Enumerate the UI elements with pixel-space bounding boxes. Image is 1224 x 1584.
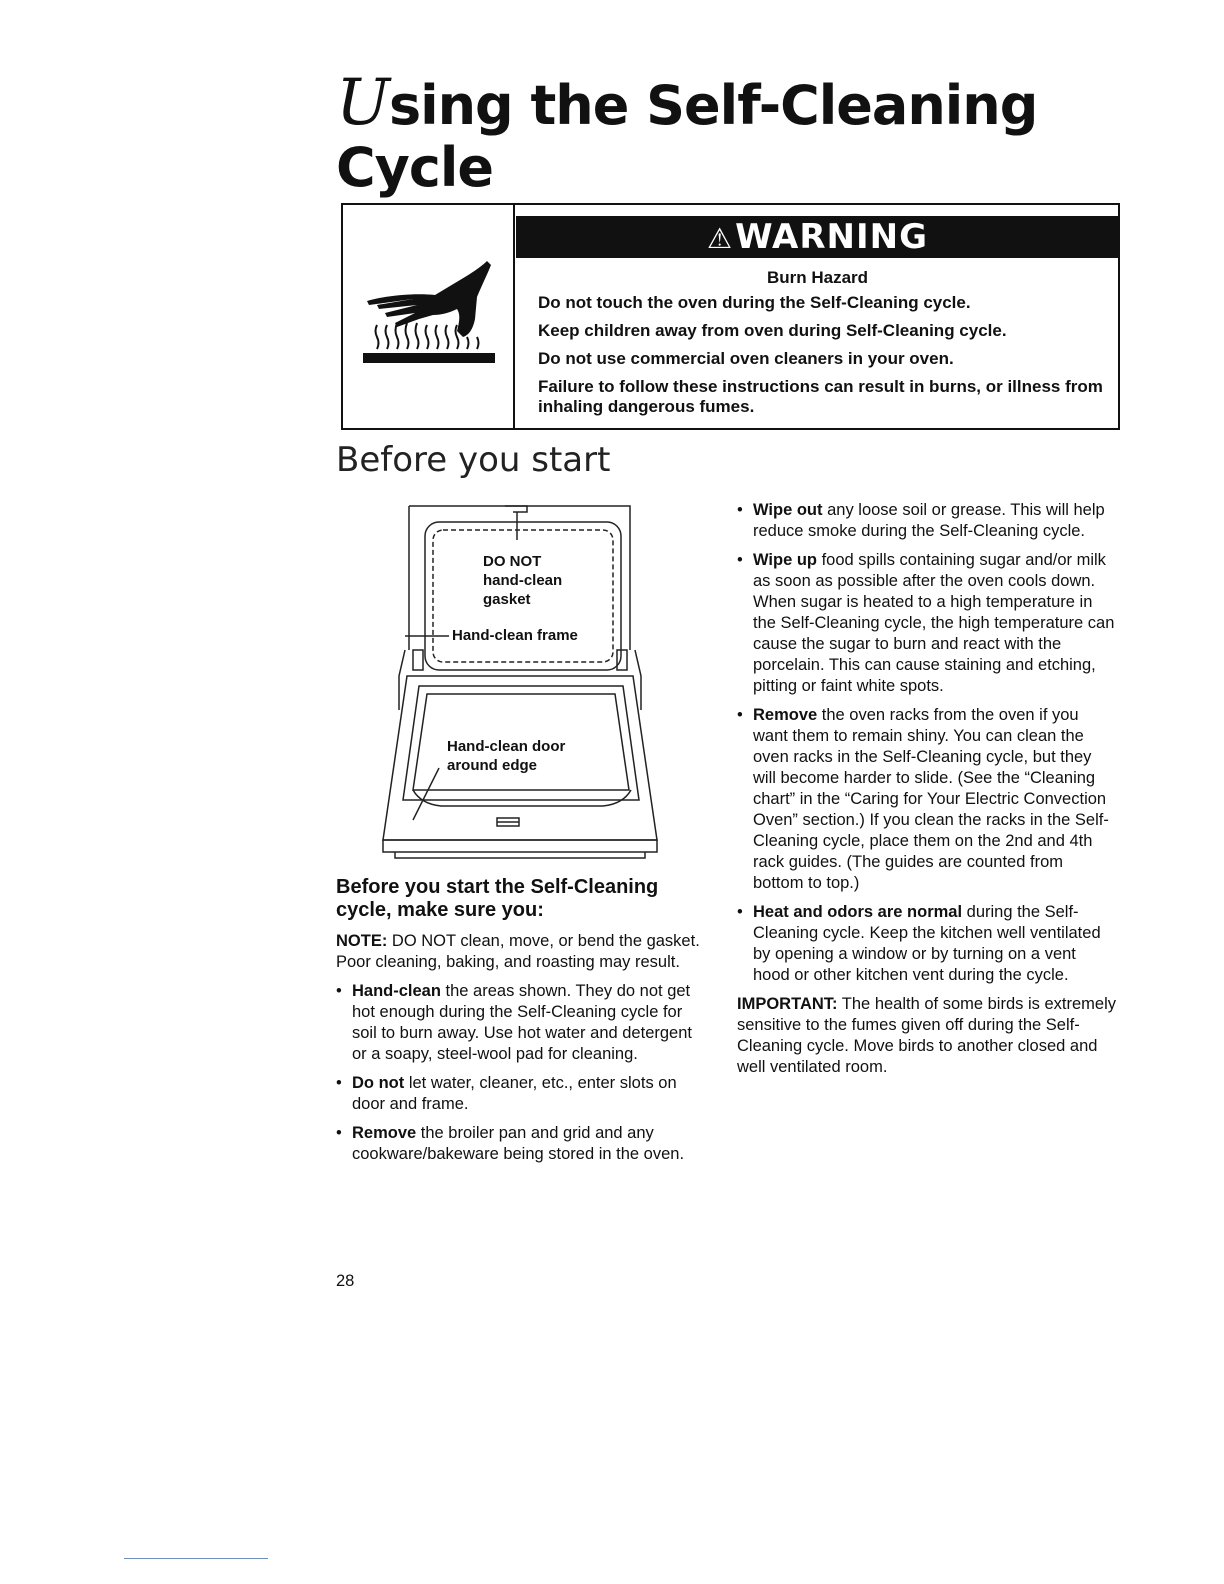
right-column — [737, 500, 1117, 1086]
list-item-lead: Wipe up — [753, 551, 818, 569]
list-item — [737, 550, 1117, 697]
warning-line: Do not use commercial oven cleaners in your oven. — [538, 349, 954, 368]
section-heading: Before you start — [336, 440, 611, 480]
page-title — [336, 66, 1038, 199]
list-item-lead: Heat and odors are normal — [753, 903, 963, 921]
hazard-title: Burn Hazard — [766, 268, 869, 287]
list-item — [336, 1123, 711, 1165]
bullet-icon: • — [336, 1074, 342, 1092]
important-paragraph — [737, 994, 1117, 1078]
list-item-text: let water, cleaner, etc., enter slots on door and frame. — [352, 1074, 677, 1113]
warning-banner-text: WARNING — [735, 217, 929, 257]
warning-triangle-icon: ⚠ — [706, 222, 734, 255]
label-door: Hand-clean door around edge — [447, 738, 566, 774]
warning-divider — [513, 205, 515, 428]
list-item-lead: Do not — [352, 1074, 405, 1092]
bullet-icon: • — [737, 551, 743, 569]
list-item-lead: Wipe out — [753, 501, 823, 519]
list-item-text: the oven racks from the oven if you want them to remain shiny. You can clean the oven racks in the Self-Cleaning cycle, but they will become harder to slide. (See the “Cleaning chart” in the “Caring for Your Electric Convection Oven” section.) If you clean the racks in the Self-Cleaning cycle, place them on the 2nd and 4th rack guides. (The guides are counted from bottom to top.) — [753, 706, 1109, 892]
list-item-lead: Hand-clean — [352, 982, 441, 1000]
label-frame: Hand-clean frame — [452, 627, 578, 644]
bullet-icon: • — [336, 982, 342, 1000]
warning-banner — [516, 216, 1119, 258]
list-item-lead: Remove — [352, 1124, 417, 1142]
page-number: 28 — [336, 1272, 355, 1290]
bottom-rule — [124, 1558, 268, 1559]
warning-box — [341, 203, 1120, 430]
left-bullet-list — [336, 981, 711, 1165]
left-column — [336, 876, 711, 1173]
list-item — [336, 1073, 711, 1115]
warning-list — [538, 293, 1108, 425]
title-line-2: Cycle — [336, 136, 493, 199]
title-line-1-rest: sing the Self-Cleaning — [388, 74, 1038, 137]
title-first-letter: U — [336, 66, 389, 140]
list-item — [737, 902, 1117, 986]
note-label: NOTE: — [336, 932, 388, 950]
list-item-text: the broiler pan and grid and any cookware/bakeware being stored in the oven. — [352, 1124, 685, 1163]
list-item — [336, 981, 711, 1065]
list-item-text: food spills containing sugar and/or milk as soon as possible after the oven cools down. When sugar is heated to a high temperature in the Self-Cleaning cycle, the high temperature can cause the sugar to burn and react with the porcelain. This can cause staining and etching, pitting or faint white spots. — [753, 551, 1115, 695]
list-item-text: during the Self-Cleaning cycle. Keep the kitchen well ventilated by opening a window or by turning on a vent hood or other kitchen vent during the cycle. — [753, 903, 1101, 984]
important-text: The health of some birds is extremely sensitive to the fumes given off during the Self-Cleaning cycle. Move birds to another closed and well ventilated room. — [737, 995, 1117, 1076]
right-bullet-list — [737, 500, 1117, 986]
list-item-text: any loose soil or grease. This will help reduce smoke during the Self-Cleaning cycle. — [753, 501, 1105, 540]
bullet-icon: • — [737, 501, 743, 519]
oven-door-diagram — [355, 500, 665, 865]
list-item — [737, 705, 1117, 894]
note-text: DO NOT clean, move, or bend the gasket. Poor cleaning, baking, and roasting may result. — [336, 932, 700, 971]
title-line-1 — [336, 66, 1038, 140]
checklist-heading: Before you start the Self-Cleaning cycle, make sure you: — [336, 876, 659, 921]
warning-line: Failure to follow these instructions can result in burns, or illness from inhaling dangerous fumes. — [538, 377, 1103, 416]
important-label: IMPORTANT: — [737, 995, 838, 1013]
bullet-icon: • — [336, 1124, 342, 1142]
burn-hazard-hand-icon — [357, 257, 499, 367]
list-item-lead: Remove — [753, 706, 818, 724]
bullet-icon: • — [737, 706, 743, 724]
label-gasket: DO NOT hand-clean gasket — [483, 553, 563, 608]
list-item — [737, 500, 1117, 542]
list-item-text: the areas shown. They do not get hot enough during the Self-Cleaning cycle for soil to burn away. Use hot water and detergent or a soapy, steel-wool pad for cleaning. — [352, 982, 692, 1063]
bullet-icon: • — [737, 903, 743, 921]
warning-line: Keep children away from oven during Self-Cleaning cycle. — [538, 321, 1007, 340]
note-paragraph — [336, 931, 711, 973]
warning-line: Do not touch the oven during the Self-Cleaning cycle. — [538, 293, 971, 312]
